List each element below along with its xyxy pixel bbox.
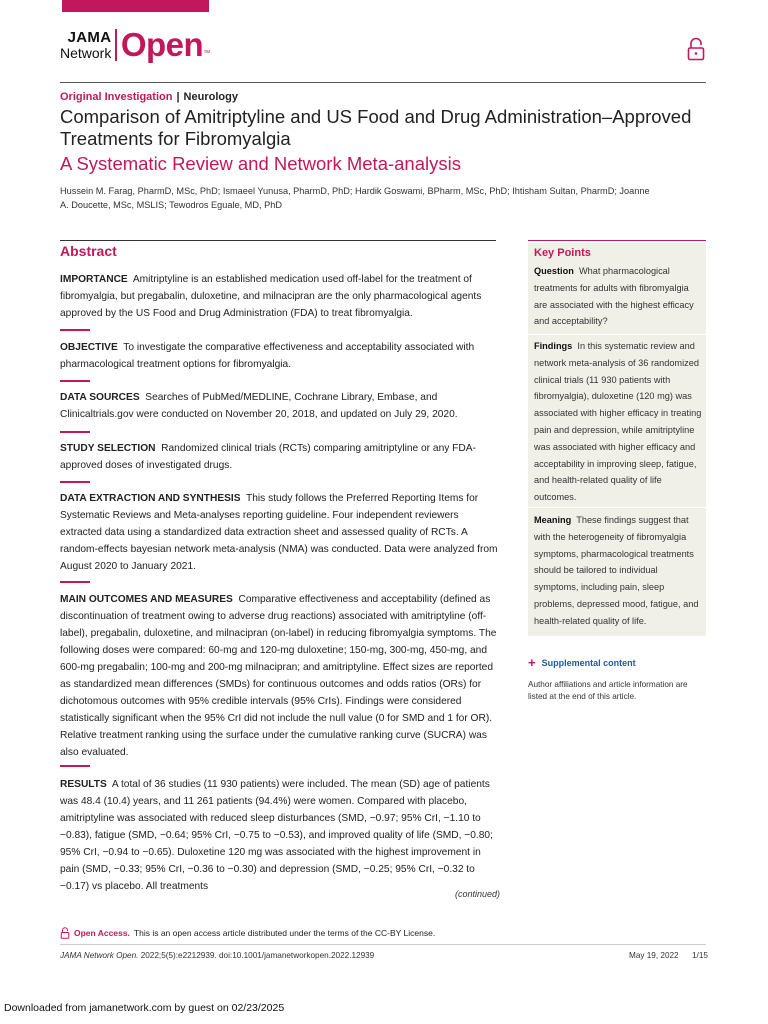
abstract-main-outcomes — [60, 591, 498, 761]
section-separator: | — [176, 91, 180, 103]
download-note: Downloaded from jamanetwork.com by guest on 02/23/2025 — [4, 1002, 285, 1014]
open-lock-icon — [60, 927, 70, 939]
journal-name: JAMA Network Open. — [60, 951, 139, 960]
abstract-study-selection — [60, 440, 498, 474]
key-points-divider — [528, 334, 706, 335]
key-point-text: In this systematic review and network meta-analysis of 36 randomized clinical trials (11 930 patients with fibromyalgia), duloxetine (120 mg) was associated with higher efficacy in treating pain and depression, while amitriptyline was associated with higher efficacy and acceptability in improving sleep, fatigue, and health-related quality of life outcomes. — [534, 341, 702, 503]
article-title: Comparison of Amitriptyline and US Food and Drug Administration–Approved Treatments for Fibromyalgia — [60, 106, 692, 149]
open-access-label[interactable]: Open Access. — [74, 928, 130, 938]
section-text: This study follows the Preferred Reporting Items for Systematic Reviews and Meta-analyses reporting guideline. Four independent reviewers extracted data using a standardized data extraction sheet and assessed quality of RCTs. A random-effects bayesian network meta-analysis (NMA) was conducted. Data were analyzed from August 2020 to January 2021. — [60, 493, 498, 572]
section-label: DATA EXTRACTION AND SYNTHESIS — [60, 493, 241, 504]
header-rule — [60, 82, 706, 83]
key-point-text: These findings suggest that with the heterogeneity of fibromyalgia symptoms, pharmacological treatments should be tailored to individual symptoms, including pain, sleep problems, depressed mood, fatigue, and health-related quality of life. — [534, 515, 699, 626]
section-label: IMPORTANCE — [60, 274, 128, 285]
continued-note: (continued) — [455, 889, 501, 899]
footer-rule — [60, 944, 706, 945]
key-point-label: Question — [534, 266, 574, 276]
open-access-notice — [60, 927, 435, 939]
page-number: 1/15 — [692, 951, 708, 960]
abstract-objective — [60, 339, 498, 373]
logo-network: Network — [60, 44, 112, 61]
key-point-text: What pharmacological treatments for adults with fibromyalgia are associated with the highest efficacy and acceptability? — [534, 266, 694, 327]
logo-divider — [115, 29, 117, 61]
abstract-results — [60, 776, 498, 895]
section-divider — [60, 481, 90, 483]
publication-date: May 19, 2022 — [629, 951, 679, 960]
key-point-findings — [534, 338, 702, 506]
key-point-label: Meaning — [534, 515, 572, 525]
article-section — [60, 91, 238, 103]
abstract-rule — [60, 240, 496, 241]
citation — [60, 951, 374, 960]
section-label: MAIN OUTCOMES AND MEASURES — [60, 594, 233, 605]
author-list: Hussein M. Farag, PharmD, MSc, PhD; Ismaeel Yunusa, PharmD, PhD; Hardik Goswami, BPharm, MSc, PhD; Ihtisham Sultan, PharmD; Joanne A. Doucette, MSc, MSLIS; Tewodros Eguale, MD, PhD — [60, 186, 650, 210]
section-label: STUDY SELECTION — [60, 443, 156, 454]
open-lock-icon[interactable] — [686, 37, 706, 61]
supplemental-label: Supplemental content — [541, 657, 636, 668]
section-text: Amitriptyline is an established medication used off-label for the treatment of fibromyalgia, but pregabalin, duloxetine, and milnacipran are the only pharmacological agents approved by the US Food and Drug Administration (FDA) to treat fibromyalgia. — [60, 274, 482, 319]
key-point-question — [534, 263, 702, 330]
key-points-divider — [528, 507, 706, 508]
affiliations-note: Author affiliations and article information are listed at the end of this article. — [528, 680, 688, 701]
section-text: Comparative effectiveness and acceptability (defined as discontinuation of treatment owing to adverse drug reactions) associated with amitriptyline (off-label), pregabalin, duloxetine, and milnacipran (on-label) in reducing fibromyalgia symptoms. The following doses were compared: 60-mg and 120-mg duloxetine; 150-mg, 300-mg, 450-mg, and 600-mg pregabalin; 100-mg and 200-mg milnacipran; and amitriptyline. Effect sizes are reported as standardized mean differences (SMDs) for continuous outcomes and odds ratios (ORs) for dichotomous outcomes with 95% credible intervals (95% CrIs). Findings were considered statistically significant when the 95% CrI did not include the null value (0 for SMD and 1 for OR). Relative treatment ranking using the surface under the cumulative ranking curve (SUCRA) was also evaluated. — [60, 594, 497, 758]
section-divider — [60, 431, 90, 433]
key-points-rule — [528, 240, 706, 241]
section-divider — [60, 329, 90, 331]
key-point-meaning — [534, 512, 702, 630]
key-points-heading: Key Points — [534, 247, 591, 259]
section-text: Randomized clinical trials (RCTs) comparing amitriptyline or any FDA-approved doses of investigated drugs. — [60, 443, 476, 471]
citation-details: 2022;5(5):e2212939. doi:10.1001/jamanetworkopen.2022.12939 — [140, 951, 375, 960]
section-text: Searches of PubMed/MEDLINE, Cochrane Library, Embase, and Clinicaltrials.gov were conducted on November 20, 2018, and updated on July 29, 2020. — [60, 392, 458, 420]
journal-logo[interactable] — [60, 28, 210, 61]
article-type: Original Investigation — [60, 91, 173, 103]
article-topic: Neurology — [183, 91, 238, 103]
abstract-heading: Abstract — [60, 243, 117, 259]
section-divider — [60, 765, 90, 767]
section-text: A total of 36 studies (11 930 patients) were included. The mean (SD) age of patients was 48.4 (10.4) years, and 11 261 patients (94.4%) were women. Compared with placebo, amitriptyline was associated with reduced sleep disturbances (SMD, −0.97; 95% CrI, −1.10 to −0.83), fatigue (SMD, −0.64; 95% CrI, −0.75 to −0.53), and improved quality of life (SMD, −0.80; 95% CrI, −0.94 to −0.65). Duloxetine 120 mg was associated with the highest improvement in pain (SMD, −0.33; 95% CrI, −0.36 to −0.30) and depression (SMD, −0.25; 95% CrI, −0.32 to −0.17) vs placebo. All treatments — [60, 779, 493, 892]
article-subtitle: A Systematic Review and Network Meta-analysis — [60, 153, 461, 174]
abstract-importance — [60, 271, 498, 322]
section-label: DATA SOURCES — [60, 392, 140, 403]
open-access-text: This is an open access article distributed under the terms of the CC-BY License. — [133, 928, 436, 938]
logo-trademark: ™ — [203, 50, 211, 57]
logo-open: Open — [120, 26, 204, 63]
section-divider — [60, 380, 90, 382]
section-divider — [60, 581, 90, 583]
section-label: RESULTS — [60, 779, 107, 790]
section-text: To investigate the comparative effectiveness and acceptability associated with pharmacological treatment options for fibromyalgia. — [60, 342, 475, 370]
logo-jama: JAMA — [67, 28, 112, 46]
section-label: OBJECTIVE — [60, 342, 118, 353]
logo-wordmark — [60, 30, 111, 60]
supplemental-content-link[interactable] — [528, 655, 636, 670]
key-point-label: Findings — [534, 341, 573, 351]
abstract-data-sources — [60, 389, 498, 423]
brand-top-bar — [62, 0, 209, 12]
plus-icon: + — [528, 655, 536, 670]
abstract-data-extraction — [60, 490, 498, 575]
